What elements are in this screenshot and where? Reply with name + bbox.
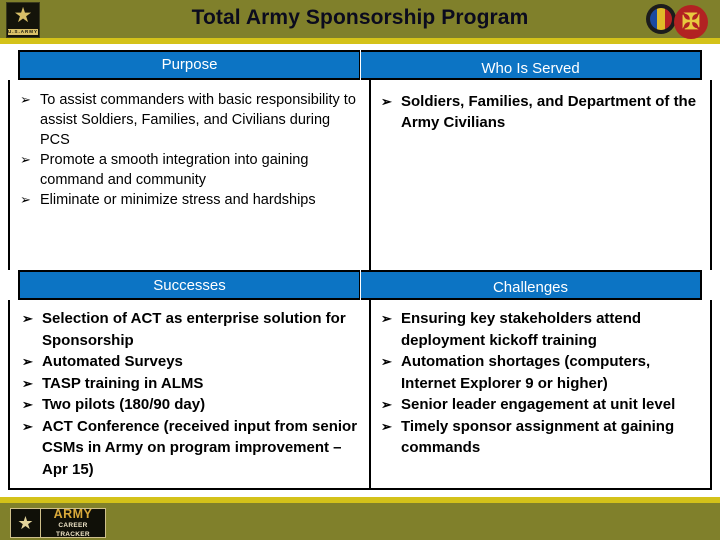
column-header-challenges	[361, 270, 702, 300]
column-header-purpose	[18, 50, 360, 80]
star-icon: ★	[11, 509, 41, 537]
top-banner-accent-rule	[0, 38, 720, 44]
crest-seal-icon	[674, 5, 708, 39]
column-header-purpose-label: Purpose	[161, 56, 218, 73]
cell-successes	[10, 300, 371, 488]
list-item: ➢ Promote a smooth integration into gaining command and community	[16, 150, 361, 190]
act-logo-line1: ARMY	[53, 506, 93, 521]
cell-purpose	[10, 80, 371, 270]
army-wordmark: U.S.ARMY	[8, 29, 39, 34]
flag-seal-icon	[646, 4, 676, 34]
page-title: Total Army Sponsorship Program	[191, 6, 529, 29]
purpose-list	[10, 80, 369, 210]
army-career-tracker-logo	[10, 508, 106, 538]
list-item: ➢ Selection of ACT as enterprise solution for Sponsorship	[18, 308, 363, 351]
successes-list	[10, 300, 369, 480]
list-item: ➢ To assist commanders with basic responsibility to assist Soldiers, Families, and Civilians during PCS	[16, 90, 361, 150]
column-header-who-is-served-label: Who Is Served	[481, 60, 580, 77]
table-header-row-2	[8, 270, 712, 300]
list-item: ➢ ACT Conference (received input from senior CSMs in Army on program improvement – Apr 15)	[18, 416, 363, 481]
act-logo-line2: CAREER TRACKER	[56, 521, 90, 538]
list-item: ➢ Eliminate or minimize stress and hardships	[16, 190, 361, 210]
content-table	[8, 50, 712, 490]
cell-challenges	[371, 300, 710, 488]
challenges-list	[371, 300, 710, 459]
footer-banner	[0, 503, 720, 540]
crest-glyph: ✠	[681, 9, 701, 34]
list-item: ➢ TASP training in ALMS	[18, 373, 363, 395]
list-item: ➢ Two pilots (180/90 day)	[18, 394, 363, 416]
who-is-served-list	[371, 80, 710, 133]
star-icon: ★	[13, 4, 33, 27]
table-body-row-2	[8, 300, 712, 488]
table-body-row-1	[8, 80, 712, 270]
column-header-successes-label: Successes	[153, 277, 226, 294]
cell-who-is-served	[371, 80, 710, 270]
column-header-who-is-served	[361, 50, 702, 80]
list-item: ➢ Senior leader engagement at unit level	[377, 394, 702, 416]
list-item: ➢ Automation shortages (computers, Internet Explorer 9 or higher)	[377, 351, 702, 394]
column-header-challenges-label: Challenges	[492, 279, 569, 296]
table-header-row-1	[8, 50, 712, 80]
list-item: ➢ Timely sponsor assignment at gaining commands	[377, 416, 702, 459]
table-bottom-border	[8, 488, 712, 490]
list-item: ➢ Automated Surveys	[18, 351, 363, 373]
list-item: ➢ Soldiers, Families, and Department of the Army Civilians	[377, 91, 700, 133]
list-item: ➢ Ensuring key stakeholders attend deployment kickoff training	[377, 308, 702, 351]
column-header-successes	[18, 270, 360, 300]
header-seals	[644, 1, 716, 43]
